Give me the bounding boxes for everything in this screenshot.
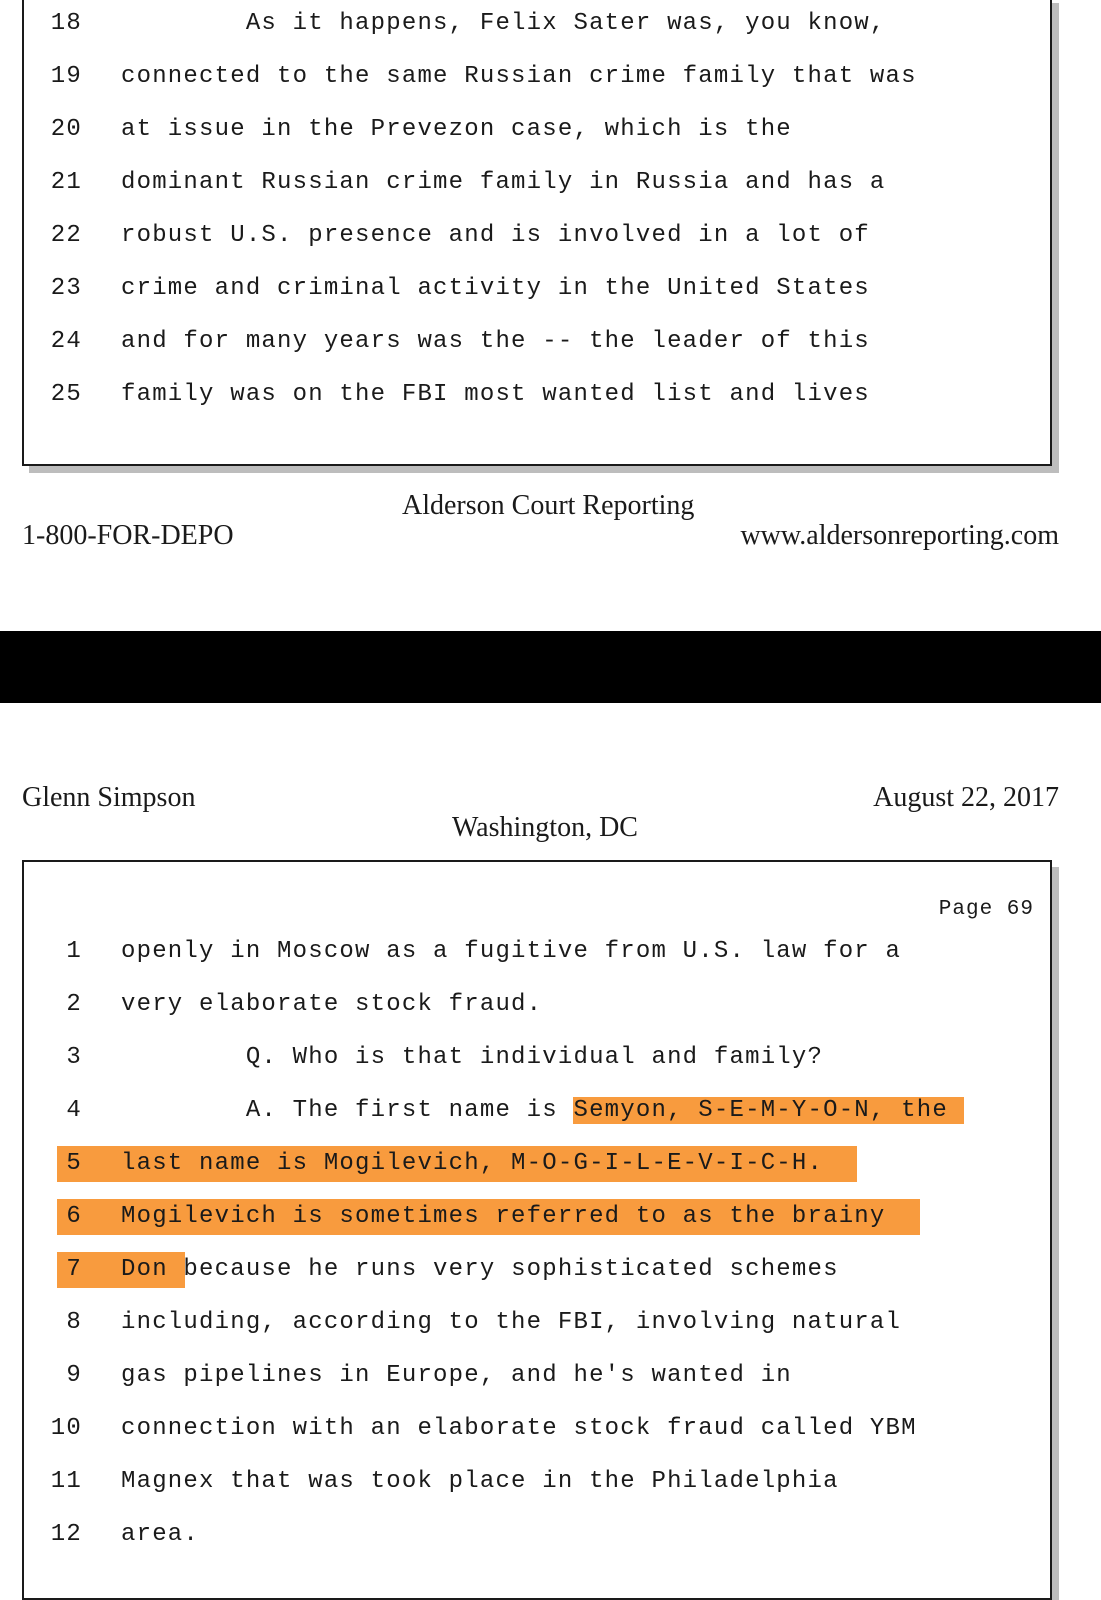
line-text: connection with an elaborate stock fraud called YBM <box>121 1415 917 1442</box>
line-text: and for many years was the -- the leader of this <box>121 328 870 355</box>
line-number: 4 <box>66 1097 82 1124</box>
line-text: including, according to the FBI, involving natural <box>121 1309 902 1336</box>
line-text: robust U.S. presence and is involved in a lot of <box>121 222 870 249</box>
line-number: 5 <box>66 1150 82 1177</box>
highlighted-text: Don <box>121 1256 168 1283</box>
separator-bar <box>0 631 1101 703</box>
line-text <box>121 1250 839 1290</box>
line-number: 12 <box>50 1521 82 1548</box>
line-number: 23 <box>50 275 82 302</box>
line-number: 2 <box>66 991 82 1018</box>
transcript-page-top <box>22 0 1052 466</box>
line-number: 25 <box>50 381 82 408</box>
line-text: openly in Moscow as a fugitive from U.S. law for a <box>121 938 902 965</box>
line-text: Magnex that was took place in the Philadelphia <box>121 1468 839 1495</box>
line-text: dominant Russian crime family in Russia and has a <box>121 169 886 196</box>
line-text: gas pipelines in Europe, and he's wanted in <box>121 1362 792 1389</box>
line-number: 8 <box>66 1309 82 1336</box>
line-number: 21 <box>50 169 82 196</box>
deposition-date: August 22, 2017 <box>873 782 1059 813</box>
reporter-name: Alderson Court Reporting <box>402 490 695 521</box>
line-number: 18 <box>50 10 82 37</box>
line-number: 24 <box>50 328 82 355</box>
line-number: 9 <box>66 1362 82 1389</box>
line-number: 3 <box>66 1044 82 1071</box>
line-text: crime and criminal activity in the United States <box>121 275 870 302</box>
transcript-page-bottom <box>22 860 1052 1600</box>
line-text <box>121 1091 964 1131</box>
transcript-line-highlighted <box>24 1144 1050 1184</box>
phone-number: 1-800-FOR-DEPO <box>22 520 234 551</box>
page-number: Page 69 <box>938 898 1034 921</box>
website-link[interactable]: www.aldersonreporting.com <box>740 520 1059 551</box>
line-text: As it happens, Felix Sater was, you know, <box>121 10 886 37</box>
deposition-location: Washington, DC <box>452 812 638 843</box>
line-text: area. <box>121 1521 200 1548</box>
transcript-line-highlighted <box>24 1197 1050 1237</box>
transcript-line <box>24 1250 1050 1290</box>
line-text-plain: because he runs very sophisticated schemes <box>167 1256 839 1283</box>
highlighted-text: last name is Mogilevich, M-O-G-I-L-E-V-I-C-H. <box>121 1150 824 1177</box>
line-number: 22 <box>50 222 82 249</box>
line-text: Q. Who is that individual and family? <box>121 1044 824 1071</box>
line-number: 19 <box>50 63 82 90</box>
line-number: 10 <box>50 1415 82 1442</box>
line-text: at issue in the Prevezon case, which is the <box>121 116 792 143</box>
highlighted-text: Semyon, S-E-M-Y-O-N, the <box>573 1097 964 1124</box>
line-text: very elaborate stock fraud. <box>121 991 543 1018</box>
line-number: 20 <box>50 116 82 143</box>
witness-name: Glenn Simpson <box>22 782 196 813</box>
line-number: 1 <box>66 938 82 965</box>
line-text-plain: A. The first name is <box>121 1097 574 1124</box>
line-text: family was on the FBI most wanted list and lives <box>121 381 870 408</box>
line-number: 7 <box>66 1256 82 1283</box>
line-text: connected to the same Russian crime family that was <box>121 63 917 90</box>
line-number: 11 <box>50 1468 82 1495</box>
line-number: 6 <box>66 1203 82 1230</box>
highlighted-text: Mogilevich is sometimes referred to as the brainy <box>121 1203 886 1230</box>
